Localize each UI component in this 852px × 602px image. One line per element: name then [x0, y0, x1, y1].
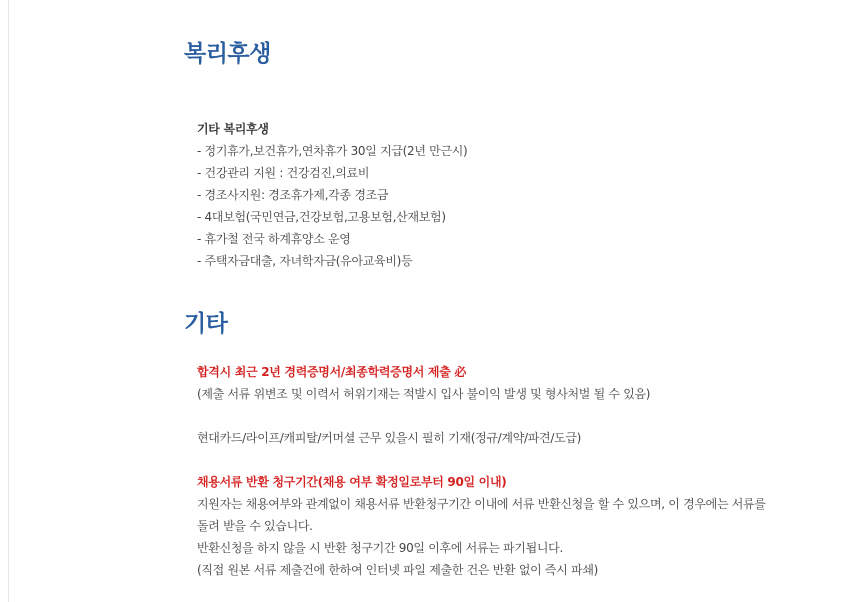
career-disclosure-notice: 현대카드/라이프/캐피탈/커머셜 근무 있을시 필히 기재(정규/계약/파견/도급): [197, 431, 582, 445]
document-return-heading: 채용서류 반환 청구기간(채용 여부 확정일로부터 90일 이내): [197, 475, 507, 489]
welfare-item: - 경조사지원: 경조휴가제,각종 경조금: [197, 188, 389, 202]
document-shredding-notice: (직접 원본 서류 제출건에 한하여 인터넷 파일 제출한 건은 반환 없이 즉시 파쇄): [197, 563, 598, 577]
welfare-item: - 주택자금대출, 자녀학자금(유아교육비)등: [197, 254, 413, 268]
left-divider: [8, 0, 9, 602]
document-submission-warning: (제출 서류 위변조 및 이력서 허위기재는 적발시 입사 불이익 발생 및 형사처벌 될 수 있음): [197, 387, 651, 401]
section-title-welfare: 복리후생: [184, 41, 271, 67]
welfare-sub-heading: 기타 복리후생: [197, 122, 269, 136]
welfare-section: [197, 118, 797, 272]
document-disposal-notice: 반환신청을 하지 않을 시 반환 청구기간 90일 이후에 서류는 파기됩니다.: [197, 541, 563, 555]
welfare-list: [197, 140, 797, 272]
welfare-item: - 휴가철 전국 하계휴양소 운영: [197, 232, 351, 246]
section-title-etc: 기타: [184, 311, 228, 337]
welfare-item: - 정기휴가,보건휴가,연차휴가 30일 지급(2년 만근시): [197, 144, 468, 158]
etc-section: [197, 361, 797, 581]
spacer: [197, 449, 797, 471]
spacer: [197, 405, 797, 427]
document-return-body: 지원자는 채용여부와 관계없이 채용서류 반환청구기간 이내에 서류 반환신청을 할 수 있으며, 이 경우에는 서류를 돌려 받을 수 있습니다.: [197, 497, 766, 533]
document-submission-notice: 합격시 최근 2년 경력증명서/최종학력증명서 제출 必: [197, 365, 467, 379]
welfare-item: - 4대보험(국민연금,건강보험,고용보험,산재보험): [197, 210, 446, 224]
welfare-item: - 건강관리 지원 : 건강검진,의료비: [197, 166, 370, 180]
